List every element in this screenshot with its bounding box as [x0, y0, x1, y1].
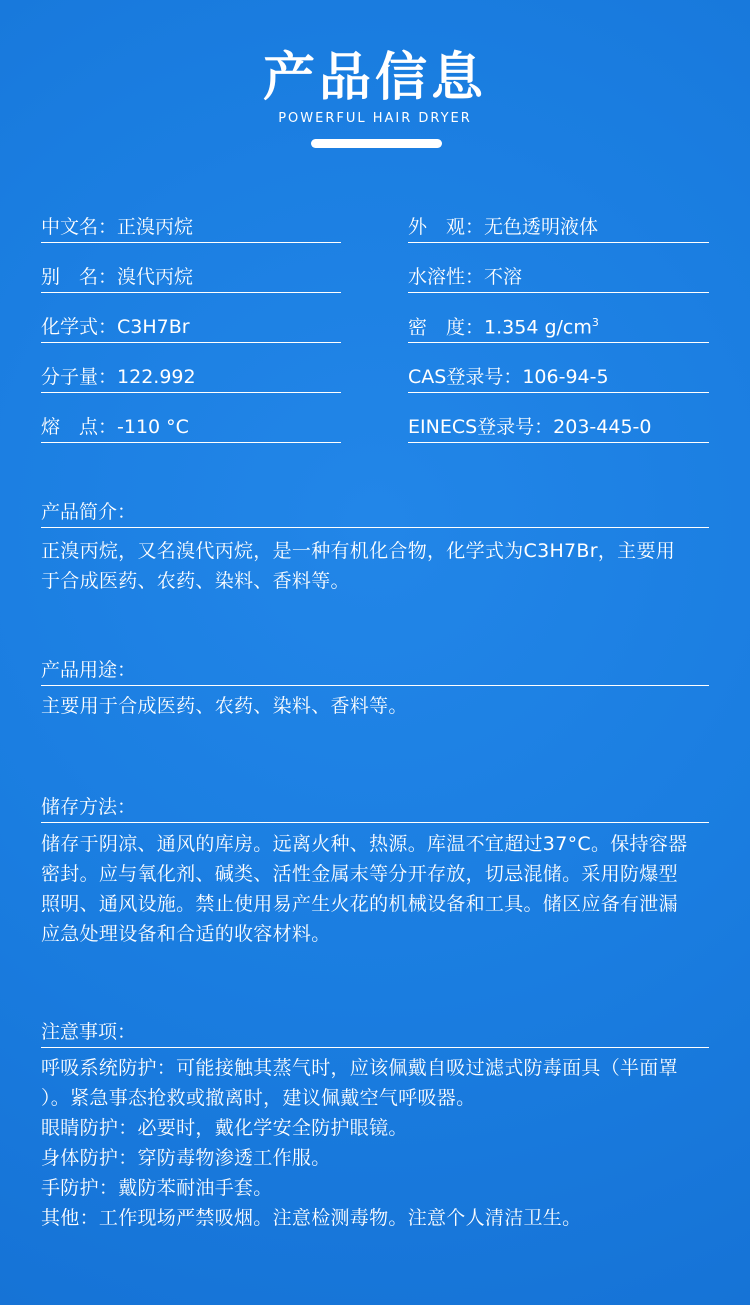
- notes-line: 眼睛防护：必要时，戴化学安全防护眼镜。: [41, 1117, 408, 1139]
- storage-body: [41, 829, 713, 949]
- intro-line: 正溴丙烷，又名溴代丙烷，是一种有机化合物，化学式为C3H7Br，主要用: [41, 540, 676, 562]
- storage-heading-text: 储存方法：: [41, 796, 137, 818]
- usage-heading-text: 产品用途：: [41, 659, 137, 681]
- property-label: 密 度：: [408, 316, 485, 338]
- storage-line: 照明、通风设施。禁止使用易产生火花的机械设备和工具。储区应备有泄漏: [41, 893, 678, 915]
- page-title: 产品信息: [262, 48, 487, 108]
- property-formula: [41, 302, 341, 343]
- property-label: 外 观：: [408, 216, 485, 238]
- property-value: -110 °C: [117, 416, 189, 438]
- usage-line: 主要用于合成医药、农药、染料、香料等。: [41, 695, 408, 717]
- usage-heading: [41, 655, 709, 686]
- title-underline-bar: [311, 139, 442, 148]
- property-value: C3H7Br: [117, 316, 190, 338]
- storage-line: 密封。应与氧化剂、碱类、活性金属末等分开存放，切忌混储。采用防爆型: [41, 863, 678, 885]
- notes-heading-text: 注意事项：: [41, 1021, 137, 1043]
- notes-line: 身体防护：穿防毒物渗透工作服。: [41, 1147, 331, 1169]
- property-value: 不溶: [484, 266, 523, 288]
- property-melting-point: [41, 402, 341, 443]
- property-value: 106-94-5: [522, 366, 609, 388]
- notes-line: 手防护：戴防苯耐油手套。: [41, 1177, 273, 1199]
- intro-line: 于合成医药、农药、染料、香料等。: [41, 570, 350, 592]
- property-label: 别 名：: [41, 266, 118, 288]
- notes-line: ）。紧急事态抢救或撤离时，建议佩戴空气呼吸器。: [41, 1087, 476, 1109]
- storage-line: 储存于阴凉、通风的库房。远离火种、热源。库温不宜超过37°C。保持容器: [41, 833, 688, 855]
- property-label: EINECS登录号：: [408, 416, 554, 438]
- property-molecular-weight: [41, 352, 341, 393]
- property-label: 水溶性：: [408, 266, 485, 288]
- notes-heading: [41, 1017, 709, 1048]
- intro-body: [41, 536, 713, 596]
- property-label: 化学式：: [41, 316, 118, 338]
- storage-heading: [41, 792, 709, 823]
- usage-body: [41, 691, 713, 721]
- property-value: 122.992: [117, 366, 196, 388]
- property-value: 无色透明液体: [484, 216, 599, 238]
- property-chinese-name: [41, 202, 341, 243]
- page-subtitle: POWERFUL HAIR DRYER: [278, 111, 472, 126]
- property-alias: [41, 252, 341, 293]
- property-value: 203-445-0: [553, 416, 652, 438]
- property-appearance: [408, 202, 709, 243]
- notes-line: 呼吸系统防护：可能接触其蒸气时，应该佩戴自吸过滤式防毒面具（半面罩: [41, 1057, 678, 1079]
- notes-body: [41, 1053, 713, 1233]
- intro-heading-text: 产品简介：: [41, 501, 137, 523]
- property-value: 正溴丙烷: [117, 216, 194, 238]
- intro-heading: [41, 497, 709, 528]
- property-water-solubility: [408, 252, 709, 293]
- property-density: [408, 302, 709, 343]
- property-cas-number: [408, 352, 709, 393]
- property-label: 中文名：: [41, 216, 118, 238]
- property-label: CAS登录号：: [408, 366, 523, 388]
- property-value-superscript: 3: [591, 315, 599, 329]
- storage-line: 应急处理设备和合适的收容材料。: [41, 923, 331, 945]
- notes-line: 其他：工作现场严禁吸烟。注意检测毒物。注意个人清洁卫生。: [41, 1207, 582, 1229]
- property-einecs-number: [408, 402, 709, 443]
- property-label: 分子量：: [41, 366, 118, 388]
- property-label: 熔 点：: [41, 416, 118, 438]
- property-value: 溴代丙烷: [117, 266, 194, 288]
- property-value: 1.354 g/cm: [484, 316, 592, 338]
